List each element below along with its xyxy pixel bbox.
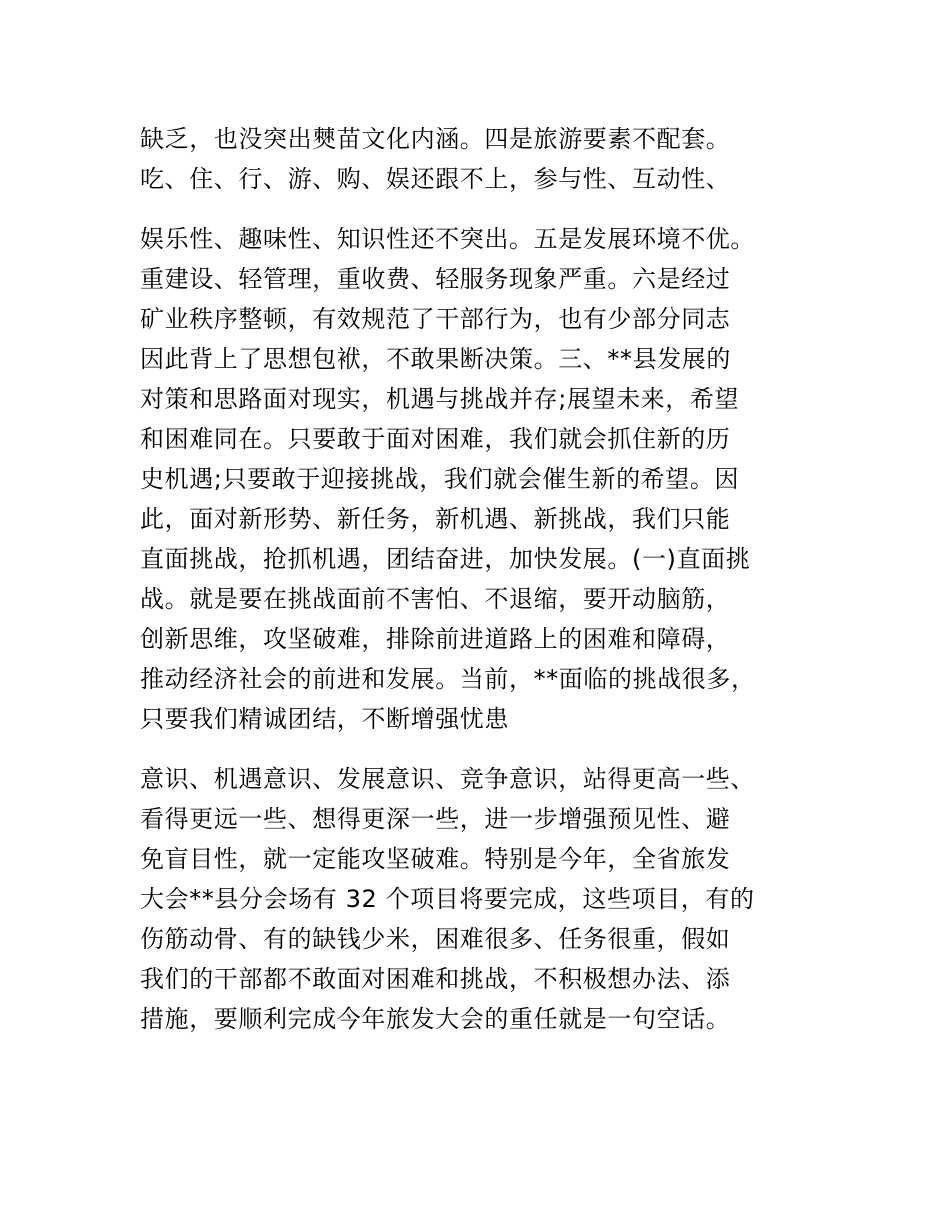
text-line: 伤筋动骨、有的缺钱少米，困难很多、任务很重，假如 — [140, 925, 731, 953]
text-line: 大会**县分会场有 32 个项目将要完成，这些项目，有的 — [140, 885, 755, 913]
text-line: 因此背上了思想包袱，不敢果断决策。三、**县发展的 — [140, 345, 731, 373]
text-line: 吃、住、行、游、购、娱还跟不上，参与性、互动性、 — [140, 165, 731, 193]
text-line: 此，面对新形势、新任务，新机遇、新挑战，我们只能 — [140, 505, 731, 533]
text-line: 看得更远一些、想得更深一些，进一步增强预见性、避 — [140, 805, 731, 833]
text-line: 创新思维，攻坚破难，排除前进道路上的困难和障碍， — [140, 625, 731, 653]
text-line: 措施，要顺利完成今年旅发大会的重任就是一句空话。 — [140, 1005, 731, 1033]
text-line: 战。就是要在挑战面前不害怕、不退缩，要开动脑筋， — [140, 585, 731, 613]
text-line: 矿业秩序整顿，有效规范了干部行为，也有少部分同志 — [140, 305, 731, 333]
text-line: 只要我们精诚团结，不断增强忧患 — [140, 705, 509, 733]
text-line: 免盲目性，就一定能攻坚破难。特别是今年，全省旅发 — [140, 845, 731, 873]
text-line: 我们的干部都不敢面对困难和挑战，不积极想办法、添 — [140, 965, 731, 993]
text-line: 和困难同在。只要敢于面对困难，我们就会抓住新的历 — [140, 425, 731, 453]
text-line: 直面挑战，抢抓机遇，团结奋进，加快发展。(一)直面挑 — [140, 545, 751, 573]
text-line: 意识、机遇意识、发展意识、竞争意识，站得更高一些、 — [140, 765, 755, 793]
text-line: 史机遇;只要敢于迎接挑战，我们就会催生新的希望。因 — [140, 465, 740, 493]
text-line: 对策和思路面对现实，机遇与挑战并存;展望未来，希望 — [140, 385, 740, 413]
text-line: 重建设、轻管理，重收费、轻服务现象严重。六是经过 — [140, 265, 731, 293]
text-line: 缺乏，也没突出僰苗文化内涵。四是旅游要素不配套。 — [140, 125, 731, 153]
text-line: 推动经济社会的前进和发展。当前，**面临的挑战很多， — [140, 665, 756, 693]
text-line: 娱乐性、趣味性、知识性还不突出。五是发展环境不优。 — [140, 225, 755, 253]
